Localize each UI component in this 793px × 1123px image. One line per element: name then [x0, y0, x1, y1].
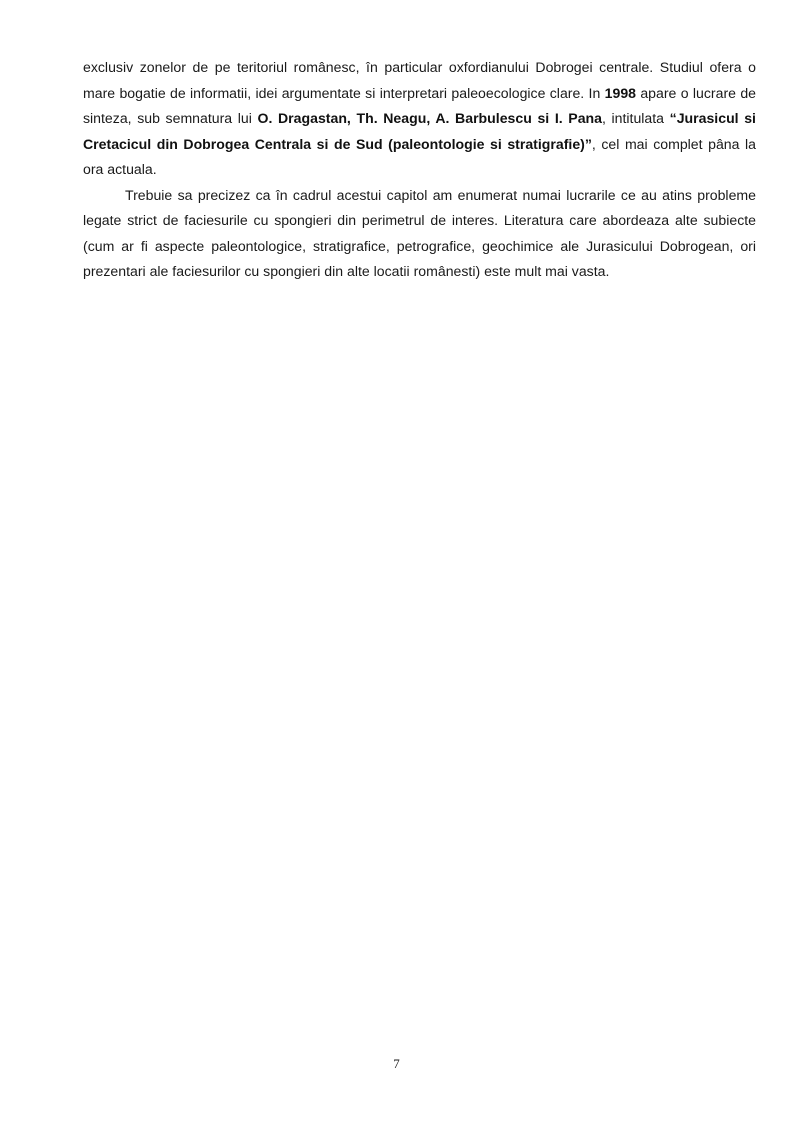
- year-highlight: 1998: [604, 84, 637, 101]
- paragraph-1-text-d: , cel mai complet pâna la ora actuala.: [83, 135, 756, 177]
- paragraph-1-text-a: exclusiv zonelor de pe teritoriul românesc, în particular oxfordianului Dobrogei centrale. Studiul ofera o mare bogatie de informatii, idei argumentate si interpretari paleoecologice clare. In: [83, 59, 756, 101]
- authors-highlight: O. Dragastan, Th. Neagu, A. Barbulescu si I. Pana: [257, 110, 602, 126]
- work-title-highlight: “Jurasicul si Cretacicul din Dobrogea Centrala si de Sud (paleontologie si stratigrafie)”: [83, 110, 756, 152]
- paragraph-2: Trebuie sa precizez ca în cadrul acestui capitol am enumerat numai lucrarile ce au atins probleme legate strict de faciesurile cu spongieri din perimetrul de interes. Literatura care abordeaza alte subiecte (cum ar fi aspecte paleontologice, stratigrafice, petrografice, geochimice ale Jurasicului Dobrogean, ori prezentari ale faciesurilor cu spongieri din alte locatii românesti) este mult mai vasta.: [83, 186, 756, 279]
- page-number: 7: [393, 1056, 400, 1071]
- paragraph-1: [83, 55, 756, 183]
- body-text: [83, 55, 756, 285]
- paragraph-1-text-c: , intitulata: [601, 110, 670, 126]
- paragraph-1-text-b: apare o lucrare de sinteza, sub semnatura lui: [83, 84, 756, 126]
